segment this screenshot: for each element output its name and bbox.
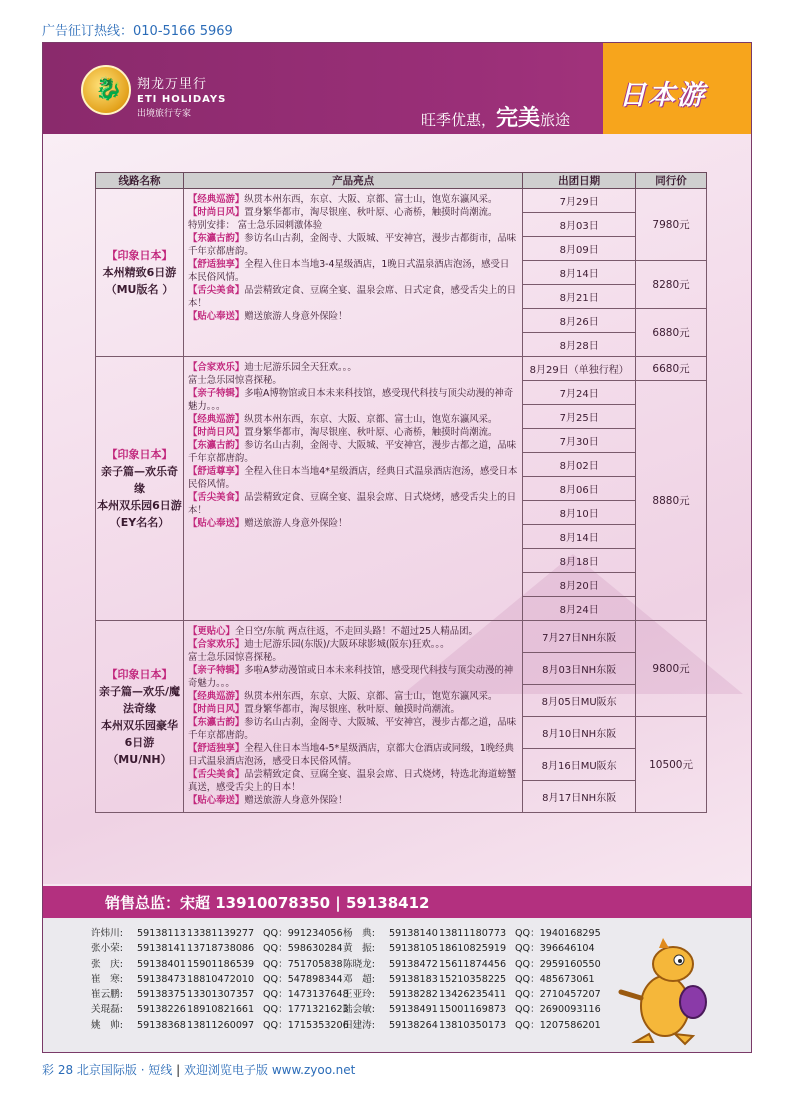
date-cell: 8月03日 — [523, 213, 636, 237]
price-cell: 6880元 — [636, 309, 707, 357]
route-desc-1: 【经典巡游】纵贯本州东西，东京、大阪、京都、富士山，饱览东瀛风采。 【时尚日风】置身繁华都市，淘尽银座、秋叶原、心斋桥，触摸时尚潮流。 特别安排： 富士急乐园刺激体验 【东瀛古韵】参访名山古刹，金阁寺、大阪城、平安神宫，漫步古都街市，品味千年京都唐韵。 【舒适独享】全程入住日本当地3-4星级酒店，1晚日式温泉酒店泡汤，感受日本民俗风情。 【舌尖美食】品尝精致定食、豆腐全宴、温泉会席、日式定食，感受舌尖上的日本！ 【贴心奉送】赠送旅游人身意外保险！ — [183, 189, 522, 357]
date-cell: 8月06日 — [523, 477, 636, 501]
slogan: 旺季优惠，完美旅途 — [421, 106, 571, 131]
route-name-3: 【印象日本】 亲子篇—欢乐/魔 法奇缘 本州双乐园豪华 6日游 （MU/NH） — [96, 621, 184, 813]
date-cell: 8月10日 — [523, 501, 636, 525]
route-desc-3: 【更贴心】全日空/东航 两点往返，不走回头路！不超过25人精品团。 【合家欢乐】迪士尼游乐园(东版)/大阪环球影城(阪东)狂欢。。。 富士急乐园惊喜探秘。 【亲子特辑】多啦A梦动漫馆或日本未来科技馆，感受现代科技与顶尖动漫的神奇魅力。。。 【经典巡游】纵贯本州东西，东京、大阪、京都、富士山，饱览东瀛风采。 【时尚日风】置身繁华都市，淘尽银座、秋叶原、触摸时尚潮流。 【东瀛古韵】参访名山古刹，金阁寺、大阪城、平安神宫，漫步古都之道，品味千年京都唐韵。 【舒适独享】全程入住日本当地4-5*星级酒店，京都大仓酒店或同级，1晚经典日式温泉酒店泡汤，感受日本民俗风情。 【舌尖美食】品尝精致定食、豆腐全宴、温泉会席、日式烧烤，特选北海道螃蟹真送，感受舌尖上的日本！ 【贴心奉送】赠送旅游人身意外保险！ — [183, 621, 522, 813]
date-cell: 8月20日 — [523, 573, 636, 597]
date-cell: 8月26日 — [523, 309, 636, 333]
col-dates: 出团日期 — [523, 173, 636, 189]
date-cell: 7月29日 — [523, 189, 636, 213]
ad-page — [42, 42, 752, 1053]
date-cell: 8月14日 — [523, 525, 636, 549]
date-cell: 8月05日MU阪东 — [523, 685, 636, 717]
route-name-1: 【印象日本】 本州精致6日游 （MU版名 ） — [96, 189, 184, 357]
date-cell: 8月29日（单独行程） — [523, 357, 636, 381]
date-cell: 8月28日 — [523, 333, 636, 357]
date-cell: 7月27日NH东阪 — [523, 621, 636, 653]
date-cell: 7月25日 — [523, 405, 636, 429]
col-route-name: 线路名称 — [96, 173, 184, 189]
contacts-left — [91, 926, 349, 1033]
contact-row: 陆会敏: 5913849115001169873 QQ：2690093116 — [343, 1004, 601, 1016]
contact-row: 杨 典: 5913814013811180773 QQ：1940168295 — [343, 928, 601, 939]
contact-row: 张小荣: 5913814113718738086 QQ：598630284 — [91, 943, 343, 955]
route-table — [95, 172, 707, 813]
col-price: 同行价 — [636, 173, 707, 189]
brand-block — [137, 73, 226, 119]
route-name-2: 【印象日本】 亲子篇—欢乐奇缘 本州双乐园6日游 （EY名名） — [96, 357, 184, 621]
price-cell: 6680元 — [636, 357, 707, 381]
date-cell: 8月17日NH东阪 — [523, 781, 636, 813]
date-cell: 7月30日 — [523, 429, 636, 453]
contact-row: 王亚玲: 5913828213426235411 QQ：2710457207 — [343, 989, 601, 1001]
dragon-logo-icon: 🐉 — [81, 65, 131, 115]
date-cell: 8月16日MU阪东 — [523, 749, 636, 781]
header-banner — [43, 43, 752, 134]
price-cell: 10500元 — [636, 717, 707, 813]
price-cell: 8280元 — [636, 261, 707, 309]
date-cell: 8月02日 — [523, 453, 636, 477]
date-cell: 8月03日NH东阪 — [523, 653, 636, 685]
date-cell: 8月21日 — [523, 285, 636, 309]
col-highlights: 产品亮点 — [183, 173, 522, 189]
brand-en: ETI HOLIDAYS — [137, 94, 227, 105]
contacts-right — [343, 926, 601, 1033]
date-cell: 8月24日 — [523, 597, 636, 621]
contact-row: 张 庆: 5913840115901186539 QQ：751705838 — [91, 958, 343, 970]
date-cell: 8月10日NH东阪 — [523, 717, 636, 749]
date-cell: 7月24日 — [523, 381, 636, 405]
date-cell: 8月18日 — [523, 549, 636, 573]
price-cell: 9800元 — [636, 621, 707, 717]
contact-row: 崔云鹏: 5913837513301307357 QQ：1473137648 — [91, 989, 349, 1001]
contact-row: 关琨磊: 5913822618910821661 QQ：1771321623 — [91, 1004, 349, 1016]
japan-tour-tag: 日本游 — [603, 43, 752, 134]
sales-director-text: 销售总监：宋超 13910078350 | 59138412 — [105, 894, 430, 912]
brand-cn: 翔龙万里行 — [137, 77, 208, 92]
route-desc-2: 【合家欢乐】迪士尼游乐园全天狂欢。。。 富士急乐园惊喜探秘。 【亲子特辑】多啦A博物馆或日本未来科技馆，感受现代科技与顶尖动漫的神奇魅力。。。 【经典巡游】纵贯本州东西，东京、大阪、京都、富士山，饱览东瀛风采。 【时尚日风】置身繁华都市，淘尽银座、秋叶原、心斋桥，触摸时尚潮流。 【东瀛古韵】参访名山古刹，金阁寺、大阪城、平安神宫，漫步古都之道，品味千年京都唐韵。 【舒适尊享】全程入住日本当地4*星级酒店，经典日式温泉酒店泡汤，感受日本民俗风情。 【舌尖美食】品尝精致定食、豆腐全宴、温泉会席、日式烧烤，感受舌尖上的日本！ 【贴心奉送】赠送旅游人身意外保险！ — [183, 357, 522, 621]
brand-sub: 出境旅行专家 — [137, 109, 192, 119]
contact-row: 许炜川: 5913811313381139277 QQ：991234056 — [91, 928, 343, 939]
dragon-mascot-icon — [613, 936, 721, 1048]
sales-director-bar — [43, 886, 752, 918]
contact-row: 邓 超: 5913818315210358225 QQ：485673061 — [343, 973, 595, 985]
page-footer: 彩 28 北京国际版 · 短线 | 欢迎浏览电子版 www.zyoo.net — [42, 1063, 356, 1077]
contacts-panel — [43, 918, 752, 1053]
contact-row: 陈晓龙: 5913847215611874456 QQ：2959160550 — [343, 958, 601, 970]
contact-row: 田建涛: 5913826413810350173 QQ：1207586201 — [343, 1019, 601, 1031]
date-cell: 8月09日 — [523, 237, 636, 261]
date-cell: 8月14日 — [523, 261, 636, 285]
contact-row: 姚 帅: 5913836813811260097 QQ：1715353206 — [91, 1019, 349, 1031]
price-cell: 7980元 — [636, 189, 707, 261]
contact-row: 崔 寒: 5913847318810472010 QQ：547898344 — [91, 973, 343, 985]
contact-row: 黄 振: 5913810518610825919 QQ：396646104 — [343, 943, 595, 955]
price-cell: 8880元 — [636, 381, 707, 621]
ad-hotline: 广告征订热线：010-5166 5969 — [42, 24, 233, 39]
